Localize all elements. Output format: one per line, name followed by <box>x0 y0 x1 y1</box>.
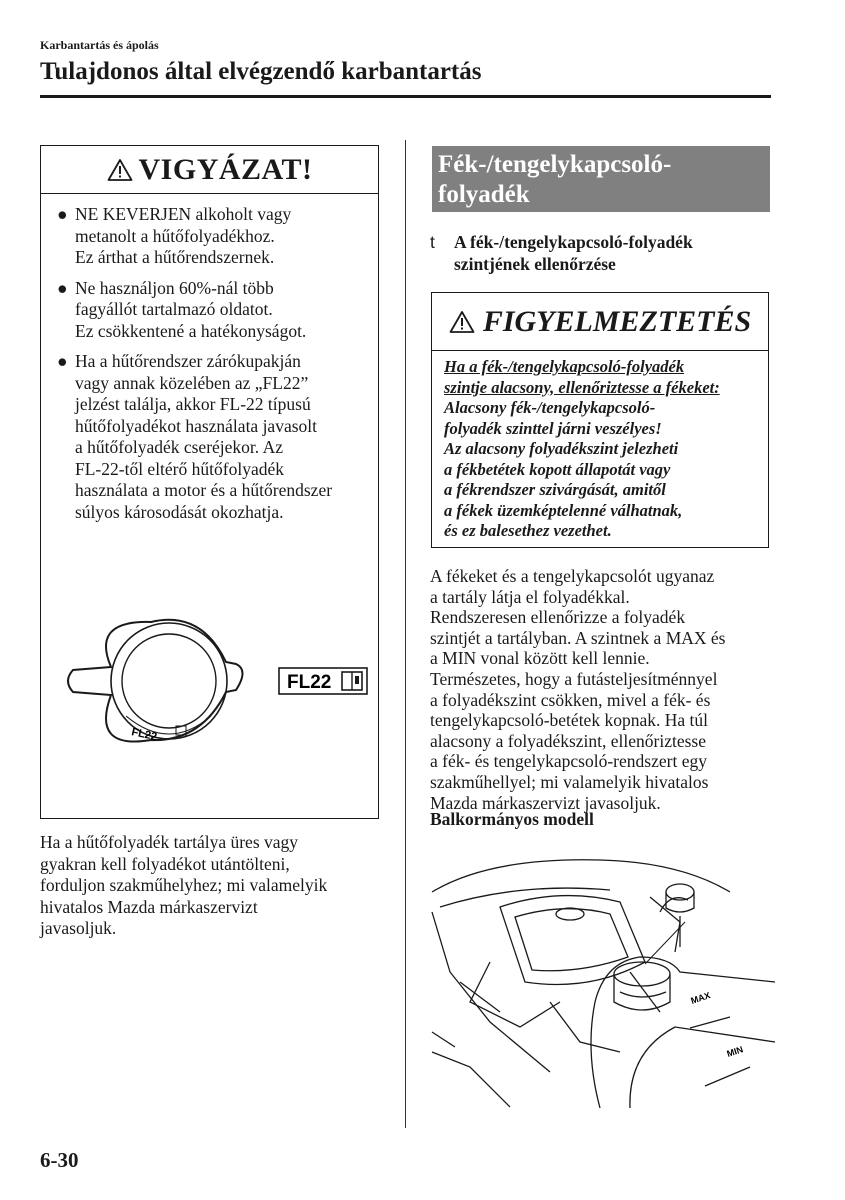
caution-item: ● Ha a hűtőrendszer zárókupakján vagy annak közelében az „FL22” jelzést találja, akkor FL-22 típusú hűtőfolyadékot használata javasolt a hűtőfolyadék cseréjekor. Az FL-22-től eltérő hűtőfolyadék használata a motor és a hűtőrendszer súlyos károsodását okozhatja. <box>57 351 333 522</box>
caution-header <box>41 146 378 194</box>
radiator-cap-illustration <box>51 612 371 762</box>
bullet: ● <box>57 351 68 371</box>
caution-item: ● Ne használjon 60%-nál több fagyállót tartalmazó oldatot. Ez csökkentené a hatékonyságot. <box>57 277 307 341</box>
page-number: 6-30 <box>40 1148 79 1172</box>
brake-fluid-subheading: t A fék-/tengelykapcsoló-folyadék szintjének ellenőrzése <box>430 232 693 274</box>
warning-box <box>431 292 769 548</box>
column-divider <box>405 140 406 1128</box>
caution-item: ● NE KEVERJEN alkoholt vagy metanolt a hűtőfolyadékhoz. Ez árthat a hűtőrendszernek. <box>57 204 292 267</box>
model-label: Balkormányos modell <box>430 809 594 829</box>
warning-triangle-icon <box>107 158 133 182</box>
fl22-badge-label: FL22 <box>287 672 332 693</box>
warning-triangle-icon <box>449 310 475 334</box>
caution-box <box>40 145 379 819</box>
bullet: ● <box>57 204 68 224</box>
min-label: MIN <box>725 1044 745 1059</box>
page-title: Tulajdonos által elvégzendő karbantartás <box>40 58 482 85</box>
warning-body <box>432 351 768 542</box>
cap-label: FL22 <box>130 726 158 744</box>
brake-fluid-paragraph: A fékeket és a tengelykapcsolót ugyanaz a tartály látja el folyadékkal. Rendszeresen ellenőrizze a folyadék szintjét a tartályban. A szintnek a MAX és a MIN vonal között kell lennie. Természetes, hogy a futásteljesítménnyel a folyadékszint csökken, mivel a fék- és tengelykapcsoló-betétek kopnak. Ha túl alacsony a folyadékszint, ellenőriztesse a fék- és tengelykapcsoló-rendszert egy szakműhellyel; mi valamelyik hivatalos Mazda márkaszervizt javasoljuk. <box>430 566 726 813</box>
bullet: ● <box>57 277 68 298</box>
section-label: Karbantartás és ápolás <box>40 38 159 52</box>
engine-bay-illustration <box>430 852 775 1108</box>
brake-fluid-heading: Fék-/tengelykapcsoló- folyadék <box>432 146 770 212</box>
caution-title: VIGYÁZAT! <box>138 152 313 186</box>
warning-text: Alacsony fék-/tengelykapcsoló- folyadék szinttel járni veszélyes! Az alacsony folyadékszint jelezheti a fékbetétek kopott állapotát vagy a fékrendszer szivárgását, amitől a fékek üzemképtelenné válhatnak, és ez balesethez vezethet. <box>444 398 683 540</box>
coolant-tank-paragraph: Ha a hűtőfolyadék tartálya üres vagy gyakran kell folyadékot utántölteni, forduljon szakműhelyhez; mi valamelyik hivatalos Mazda márkaszervizt javasoljuk. <box>40 832 328 938</box>
max-label: MAX <box>689 990 712 1006</box>
title-rule <box>40 95 771 98</box>
warning-header <box>432 293 768 351</box>
warning-title: FIGYELMEZTETÉS <box>482 304 752 338</box>
caution-list <box>41 194 378 523</box>
warning-underlined-text: Ha a fék-/tengelykapcsoló-folyadék szintje alacsony, ellenőriztesse a fékeket: <box>444 357 720 397</box>
subheading-bullet: t <box>430 232 435 252</box>
